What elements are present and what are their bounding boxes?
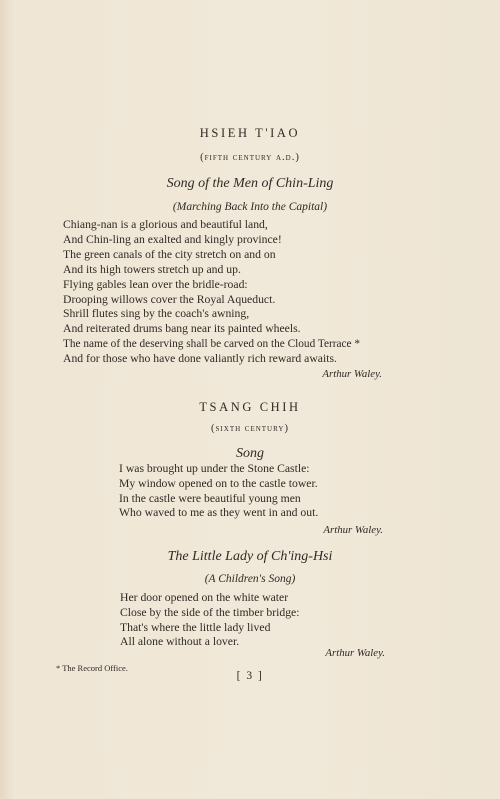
poem-title-song: Song xyxy=(236,446,264,461)
poem-line: Shrill flutes sing by the coach's awning, xyxy=(63,307,250,321)
poem-line: All alone without a lover. xyxy=(120,635,240,649)
poem-line: And reiterated drums bang near its painted wheels. xyxy=(63,322,301,336)
poem-subtitle-marching: (Marching Back Into the Capital) xyxy=(172,201,328,213)
translator-credit: Arthur Waley. xyxy=(322,368,382,380)
poem-line: I was brought up under the Stone Castle: xyxy=(119,462,310,475)
author-heading-hsieh-tiao: HSIEH T'IAO xyxy=(199,126,301,140)
poem-line: And its high towers stretch up and up. xyxy=(63,262,241,276)
poem-subtitle-childrens-song: (A Children's Song) xyxy=(204,573,296,585)
poem-line: The green canals of the city stretch on and on xyxy=(63,247,276,261)
poem-line: In the castle were beautiful young men xyxy=(119,491,301,505)
poem-line: Who waved to me as they went in and out. xyxy=(119,506,319,520)
poem-title-chin-ling: Song of the Men of Chin-Ling xyxy=(166,176,334,191)
poem-line: That's where the little lady lived xyxy=(120,620,271,634)
author-heading-tsang-chih: TSANG CHIH xyxy=(199,400,301,414)
poem-line: Chiang-nan is a glorious and beautiful land, xyxy=(63,218,268,231)
poem-line: And for those who have done valiantly rich reward awaits. xyxy=(63,352,337,366)
translator-credit: Arthur Waley. xyxy=(323,524,383,536)
poem-line: My window opened on to the castle tower. xyxy=(119,476,318,490)
poem-line: Her door opened on the white water xyxy=(120,591,289,604)
translator-credit: Arthur Waley. xyxy=(325,647,385,659)
poem-line: Close by the side of the timber bridge: xyxy=(120,605,300,619)
period-sixth-century: (sixth century) xyxy=(211,423,289,434)
poem-line: The name of the deserving shall be carved on the Cloud Terrace * xyxy=(63,338,361,351)
poem-title-little-lady: The Little Lady of Ch'ing-Hsi xyxy=(167,549,333,564)
footnote: * The Record Office. xyxy=(56,663,128,673)
page-number: [ 3 ] xyxy=(236,670,264,682)
poem-line: And Chin-ling an exalted and kingly province! xyxy=(63,232,282,246)
poem-line: Drooping willows cover the Royal Aqueduct. xyxy=(63,292,276,306)
poem-line: Flying gables lean over the bridle-road: xyxy=(63,277,248,291)
period-fifth-century: (fifth century a.d.) xyxy=(200,152,300,163)
